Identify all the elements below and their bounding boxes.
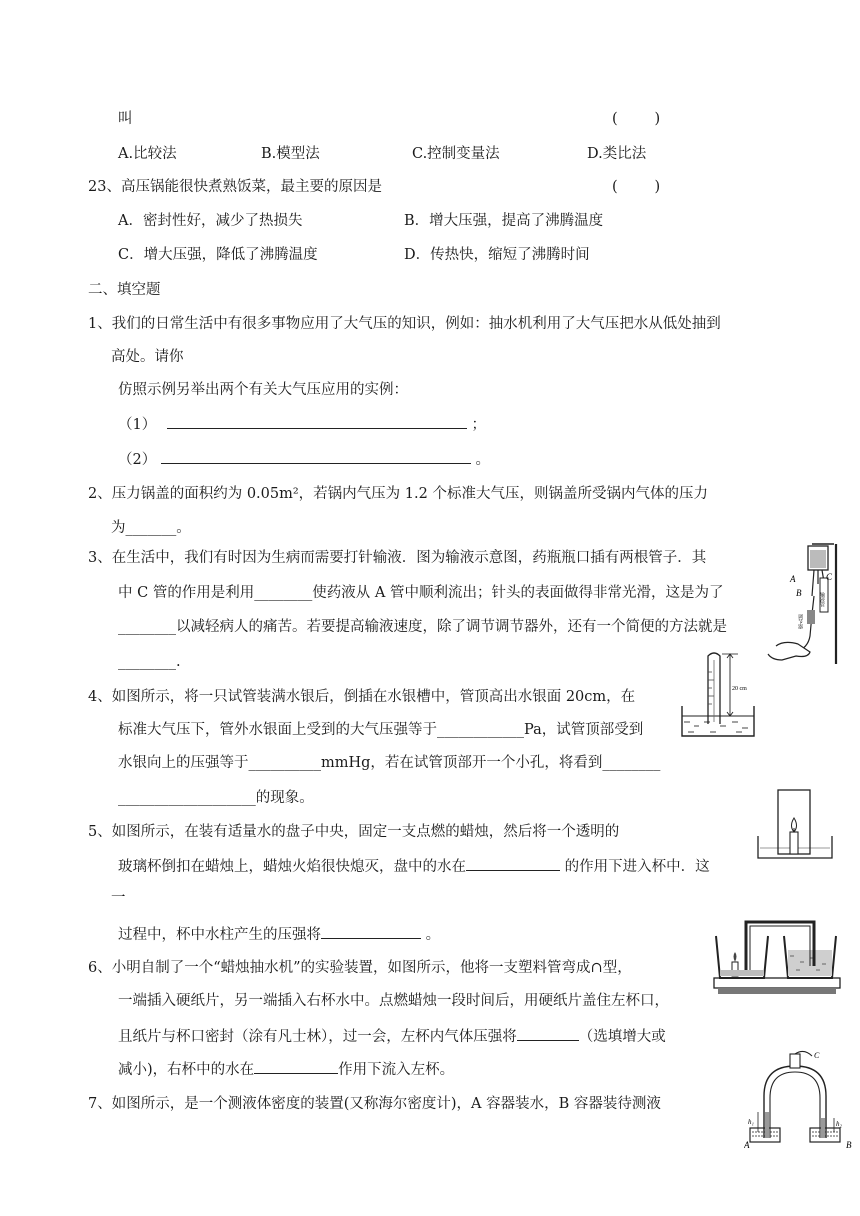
q23-option-c: C．增大压强，降低了沸腾温度 [118,247,318,263]
f3-line1: 3、在生活中，我们有时因为生病而需要打针输液．图为输液示意图，药瓶瓶口插有两根管子．其 [88,550,707,566]
f5-line4-suffix: 。 [421,927,441,943]
f6-line4-suffix: 作用下流入左杯。 [338,1062,455,1078]
f5-answer-blank-1[interactable] [466,856,560,871]
f2-line2-prefix: 为 [111,520,126,536]
f5-line4-prefix: 过程中，杯中水柱产生的压强将 [118,927,321,943]
f5-line2 [118,856,710,877]
f2-answer-blank[interactable]: _______ [125,520,177,536]
q23-answer-paren: ( ) [612,179,661,195]
iv-drip-figure [762,536,854,670]
f5-line2-suffix: 的作用下进入杯中．这 [560,859,710,875]
densimeter-label-a: A [744,1140,750,1150]
f1-answer-blank-1[interactable] [167,414,467,429]
f3-line2: 中 C 管的作用是利用________使药液从 A 管中顺利流出；针头的表面做得非常光滑，这是为了 [118,585,724,601]
iv-label-a: A [790,574,796,584]
f4-line3: 水银向上的压强等于__________mmHg，若在试管顶部开一个小孔，将看到________ [118,755,661,771]
f6-line4-prefix: 减小)，右杯中的水在 [118,1062,255,1078]
iv-label-tube: 输液管 [819,592,825,607]
f1-item1-label: （1） [118,417,157,433]
f1-item2 [118,449,490,470]
q22-option-c: C.控制变量法 [412,146,500,162]
f1-answer-blank-2[interactable] [161,449,471,464]
f5-line2-prefix: 玻璃杯倒扣在蜡烛上，蜡烛火焰很快熄灭，盘中的水在 [118,859,466,875]
f7-line1: 7、如图所示，是一个测液体密度的装置(又称海尔密度计)，A 容器装水，B 容器装待测液 [88,1096,661,1112]
f1-item1 [118,414,486,435]
densimeter-label-h1: h₁ [748,1118,754,1126]
f2-line2-end: 。 [176,520,191,536]
f1-line1: 1、我们的日常生活中有很多事物应用了大气压的知识，例如：抽水机利用了大气压把水从低处抽到 [88,316,721,332]
densimeter-label-h2: h₂ [836,1120,842,1128]
tube-height-label: 20 cm [732,686,747,692]
f1-item2-end: 。 [475,452,490,468]
iv-label-b: B [796,588,802,598]
f6-line3-suffix: （选填增大或 [578,1029,666,1045]
candle-pump-figure [710,916,850,998]
section-title-fill-in: 二、填空题 [88,282,161,298]
q22-option-d: D.类比法 [587,146,647,162]
f1-item1-end: ； [471,417,486,433]
f5-line4 [118,924,440,945]
f6-answer-blank-1[interactable] [517,1026,579,1041]
f1-item2-label: （2） [118,452,157,468]
f1-line3: 仿照示例另举出两个有关大气压应用的实例： [118,382,408,398]
q23-option-a: A．密封性好，减少了热损失 [118,213,303,229]
densimeter-label-b: B [846,1140,852,1150]
f6-line2: 一端插入硬纸片，另一端插入右杯水中。点燃蜡烛一段时间后，用硬纸片盖住左杯口， [118,993,669,1009]
f4-line4: ___________________的现象。 [118,790,314,806]
f5-line1: 5、如图所示，在装有适量水的盘子中央，固定一支点燃的蜡烛，然后将一个透明的 [88,824,620,840]
q23-option-d: D．传热快，缩短了沸腾时间 [404,247,590,263]
iv-label-c: C [826,572,833,582]
q22-option-a: A.比较法 [118,146,177,162]
f3-line3: ________以减轻病人的痛苦。若要提高输液速度，除了调节调节器外，还有一个简便的方法就是 [118,619,727,635]
f4-line2: 标准大气压下，管外水银面上受到的大气压强等于____________Pa，试管顶部受到 [118,722,644,738]
f3-line4: ________. [118,654,181,670]
f6-line3 [118,1026,666,1047]
f4-line1: 4、如图所示，将一只试管装满水银后，倒插在水银槽中，管顶高出水银面 20cm，在 [88,689,636,705]
q22-option-b: B.模型法 [261,146,320,162]
mercury-tube-figure [680,646,760,742]
iv-label-regulator: 调节器 [797,614,803,629]
densimeter-label-c: C [814,1051,820,1060]
q23-stem: 23、高压锅能很快煮熟饭菜，最主要的原因是 [88,179,382,195]
candle-glass-figure [756,786,836,862]
f6-line3-prefix: 且纸片与杯口密封（涂有凡士林），过一会，左杯内气体压强将 [118,1029,517,1045]
f5-line3: 一 [111,890,126,906]
hare-densimeter-figure [744,1050,856,1150]
q22-answer-paren: ( ) [612,111,661,127]
f1-line2: 高处。请你 [111,349,184,365]
f6-line4 [118,1059,454,1080]
q22-stem-tail: 叫 [118,111,133,127]
f2-line2 [111,518,191,538]
f6-line1: 6、小明自制了一个“蜡烛抽水机”的实验装置，如图所示，他将一支塑料管弯成∩型， [88,960,632,976]
f2-line1: 2、压力锅盖的面积约为 0.05m²，若锅内气压为 1.2 个标准大气压，则锅盖所受锅内气体的压力 [88,486,708,502]
f6-answer-blank-2[interactable] [254,1059,338,1074]
f5-answer-blank-2[interactable] [321,924,421,939]
q23-option-b: B．增大压强，提高了沸腾温度 [404,213,604,229]
